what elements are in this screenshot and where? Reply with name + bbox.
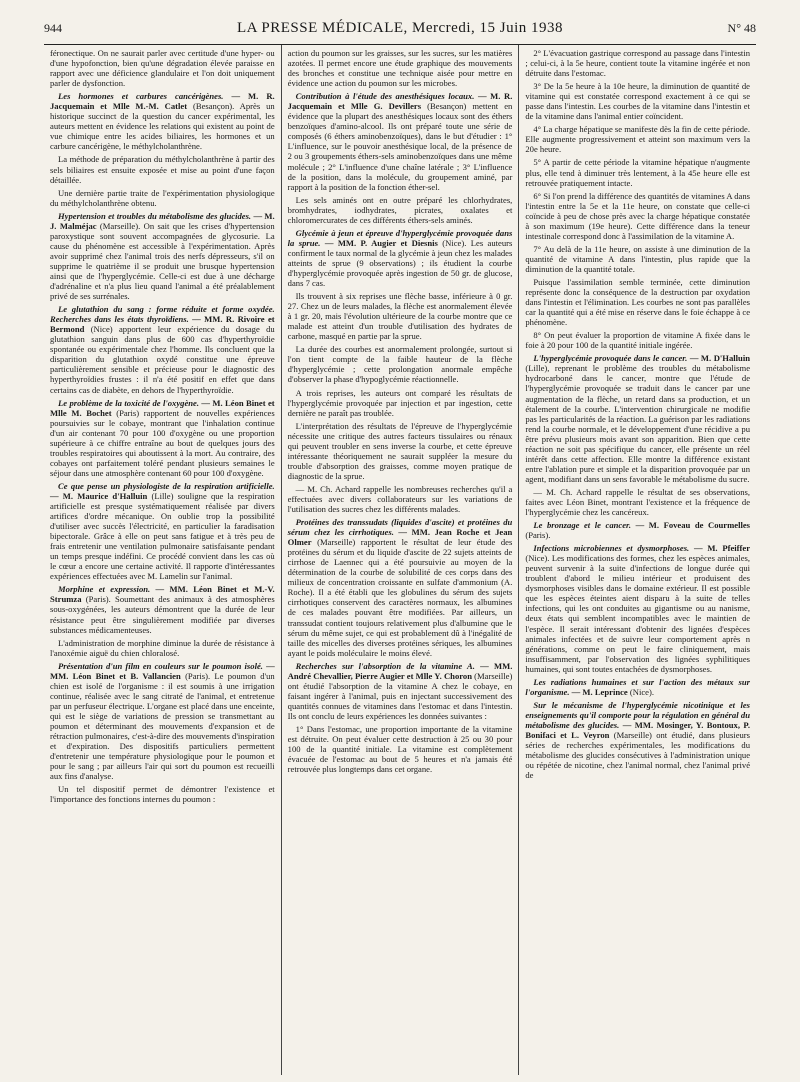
- article-authors: — MM. Léon Binet et M.-V. Strumza: [50, 584, 275, 605]
- article-paragraph: [525, 700, 750, 780]
- paragraph-body: Puisque l'assimilation semble terminée, cette diminution représente donc la conséquence de la destruction par oxydation dans l'intestin et l'élimination. Les courbes ne sont pas parallèles car la quantité qui a été mise en réserve dans le foie échappe à ce phénomène.: [525, 276, 751, 328]
- article-authors: — M. Leprince: [569, 686, 628, 697]
- paragraph-body: — M. Ch. Achard rappelle le résultat de ses observations, faites avec Léon Binet, montrant l'existence et la fréquence de l'hyperglycémie chez les cancéreux.: [525, 486, 751, 518]
- text-paragraph: [288, 388, 513, 418]
- article-paragraph: [525, 677, 750, 697]
- article-title: Recherches sur l'absorption de la vitamine A.: [295, 660, 475, 671]
- article-paragraph: [50, 211, 275, 301]
- paragraph-body: La durée des courbes est anormalement prolongée, surtout si l'on tient compte de la faible hauteur de la flèche d'hyperglycémie ; cette prolongation anormale empêche d'observer la phase d'hypoglycémie réactionnelle.: [287, 344, 513, 385]
- text-paragraph: [525, 487, 750, 517]
- paragraph-body: (Paris). Soumettant des animaux à des atmosphères sous-oxygénées, les auteurs démontrent que la durée de leur résistance peut être singulièrement modifiée par diverses substances médicamenteuses.: [50, 594, 275, 635]
- text-paragraph: [50, 638, 275, 658]
- text-paragraph: [288, 344, 513, 384]
- paragraph-body: 5° A partir de cette période la vitamine hépatique n'augmente plus, elle tend à diminuer très lentement, à la 45e heure elle est retrouvée pratiquement intacte.: [525, 157, 751, 188]
- paragraph-body: Ils trouvent à six reprises une flèche basse, inférieure à 0 gr. 27. Chez un de leurs malades, la flèche est anormalement élevée à 1 gr. 20, mais l'évolution ultérieure de la courbe montre que ce malade est atteint d'un trouble d'utilisation des hydrates de carbone, masqué en partie par la sprue.: [287, 291, 513, 342]
- article-authors: — M. D'Halluin: [687, 353, 750, 364]
- text-paragraph: [288, 195, 513, 225]
- paragraph-body: (Marseille) ont étudié l'absorption de la vitamine A chez le cobaye, en faisant ingérer à l'animal, puis en injectant successivement des quantités connues de vitamines dans l'estomac et dans l'intestin. Ils ont conclu de leurs expériences les données suivantes :: [287, 670, 513, 721]
- paragraph-body: 4° La charge hépatique se manifeste dès la fin de cette période. Elle augmente progressivement et atteint son maximum vers la 20e heure.: [525, 124, 751, 155]
- article-title: L'hyperglycémie provoquée dans le cancer.: [533, 353, 688, 364]
- article-authors: — MM. Léon Binet et B. Vallancien: [50, 660, 275, 681]
- paragraph-body: (Paris). Le poumon d'un chien est isolé de l'organisme : il est soumis à une irrigation continue, réalisée avec le sang citraté de l'animal, et entretenue par un perfuseur électrique. L'organe est placé dans une enceinte, qui est le siège de variations de pression se transmettant au poumon et déterminant des mouvements d'expansion et de rétraction pulmonaires, c'est-à-dire des mouvements d'inspiration et d'expiration. Des dispositifs particuliers permettent d'entretenir une température physiologique pour le poumon et pour le sang ; par ailleurs l'air qui sort du poumon est recueilli aux fins d'analyse.: [50, 670, 275, 782]
- paragraph-body: (Paris).: [525, 530, 551, 541]
- paragraph-body: (Marseille) rapportent le résultat de leur étude des protéines du sérum et du liquide d'ascite de 22 sujets atteints de cirrhose de Laennec qui a été poursuivie au moyen de la détermination de la courbe de solubilité de ces corps dans des milieux de concentration croissante en sulfate d'ammonium (A. Roche). Il a été établi que les globulines du sérum des sujets cirrhotiques conservent des caractères normaux, les albumines de ces malades pouvant être modifiées. Par ailleurs, un transsudat contient toujours relativement plus d'albumine que le sérum du même sujet, ce qui est probablement dû à l'inégalité de taille des micelles des diverses protéines sériques, les albumines ayant le poids moléculaire le moins élevé.: [287, 537, 513, 658]
- article-title: Infections microbiennes et dysmorphoses.: [533, 543, 690, 554]
- text-paragraph: [525, 81, 750, 121]
- article-authors: — M. R. Jacquemain et Mlle M.-M. Catlet: [50, 91, 275, 112]
- paragraph-body: (Lille) souligne que la respiration artificielle est presque systématiquement réalisée par divers artifices d'ordre mécanique. On oublie trop la possibilité d'utiliser avec succès l'électricité, en particulier la faradisation bipectorale. Grâce à elle on peut sans fatigue et à très peu de frais entretenir une ventilation pulmonaire satisfaisante pendant un temps presque indéfini. Ce procédé convient dans les cas où le cœur a encore une certaine activité. Il rapporte d'intéressantes expériences effectuées avec M. Lamelin sur l'animal.: [50, 490, 275, 582]
- paragraph-body: (Paris) rapportent de nouvelles expériences poursuivies sur le cobaye, montrant que l'inhalation continue d'un air contenant 70 pour 100 d'oxygène ou une proportion supérieure à ce chiffre entraîne au bout de quelques jours des troubles respiratoires qui aboutissent à la mort. Au contraire, des cobayes ont parfaitement toléré pendant plusieurs semaines le séjour dans une atmosphère contenant 60 pour 100 d'oxygène.: [50, 407, 275, 478]
- paragraph-body: féronectique. On ne saurait parler avec certitude d'une hyper- ou d'une hypofonction, bien qu'une dégradation élevée paraisse en rapport avec une déficience glandulaire et l'on doit uniquement parler de dysfonction.: [50, 48, 275, 89]
- issue-number: N° 48: [727, 21, 756, 35]
- article-paragraph: [288, 91, 513, 191]
- paragraph-body: A trois reprises, les auteurs ont comparé les résultats de l'hyperglycémie provoquée par injection et par ingestion, cette dernière ne paraît pas troublée.: [287, 387, 513, 418]
- text-paragraph: [50, 188, 275, 208]
- article-authors: — MM. Jean Roche et Jean Olmer: [287, 527, 513, 548]
- paragraph-body: L'interprétation des résultats de l'épreuve de l'hyperglycémie nécessite une critique des autres facteurs tissulaires ou rénaux qui peuvent troubler en sens inverse la courbe, et cette épreuve intéressante théoriquement ne saurait suppléer la mesure du trouble d'absorption des graisses, comme moyen pratique de diagnostic de la sprue.: [287, 420, 513, 481]
- text-paragraph: [288, 48, 513, 88]
- text-paragraph: [288, 484, 513, 514]
- paragraph-body: La méthode de préparation du méthylcholanthrène à partir des sels biliaires est ensuite exposée et mise au point d'une façon détaillée.: [50, 154, 275, 185]
- article-authors: — M. Maurice d'Halluin: [50, 490, 148, 501]
- paragraph-body: (Nice) apportent leur expérience du dosage du glutathion sanguin dans plus de 600 cas d'hyperthyroïdie spontanée ou expérimentale chez l'homme. Ils concluent que la disparition du glutathion oxydé constitue une épreuve particulièrement sensible et précieuse pour le diagnostic des hyperthyroïdies frustes : il n'a été positif en effet que dans certains cas de diabète, en dehors de l'hyperthyroïdie.: [50, 324, 275, 395]
- article-authors: — MM. R. Rivoire et Bermond: [50, 314, 275, 335]
- text-paragraph: [50, 784, 275, 804]
- article-authors: — MM. P. Augier et Diesnis: [320, 237, 438, 248]
- article-authors: — M. R. Jacquemain et Mlle G. Devillers: [287, 91, 513, 112]
- article-title: Le problème de la toxicité de l'oxygène.: [58, 397, 200, 408]
- article-title: Les hormones et carbures cancérigènes.: [58, 91, 224, 102]
- article-paragraph: [50, 91, 275, 151]
- text-paragraph: [288, 724, 513, 774]
- paragraph-body: (Nice).: [627, 686, 655, 697]
- article-title: Le bronzage et le cancer.: [533, 520, 632, 531]
- paragraph-body: L'administration de morphine diminue la durée de résistance à l'anoxémie aiguë du chien chloralosé.: [50, 637, 275, 658]
- text-paragraph: [525, 157, 750, 187]
- journal-masthead: LA PRESSE MÉDICALE, Mercredi, 15 Juin 1938: [237, 20, 563, 36]
- article-paragraph: [525, 520, 750, 540]
- article-paragraph: [50, 304, 275, 394]
- article-paragraph: [525, 353, 750, 484]
- article-title: Morphine et expression.: [58, 584, 151, 595]
- text-paragraph: [525, 277, 750, 327]
- article-title: Protéines des transsudats (liquides d'ascite) et protéines du sérum chez les cirrhotiques.: [287, 517, 513, 538]
- column-3: [518, 45, 756, 1075]
- article-paragraph: [288, 661, 513, 721]
- paragraph-body: 6° Si l'on prend la différence des quantités de vitamines A dans l'intestin entre la 5e et la 11e heure, on constate que celle-ci coïncide à peu de chose près avec la charge hépatique constatée à son maximum (19e heure). Cette différence dans la teneur intestinale correspond donc à l'assimilation de la vitamine A.: [525, 190, 751, 241]
- column-1: [44, 45, 281, 1075]
- article-paragraph: [50, 481, 275, 581]
- column-2: [281, 45, 519, 1075]
- article-paragraph: [50, 398, 275, 478]
- text-paragraph: [525, 48, 750, 78]
- article-title: Glycémie à jeun et épreuve d'hyperglycémie provoquée dans la sprue.: [287, 227, 513, 248]
- article-title: Contribution à l'étude des anesthésiques locaux.: [295, 91, 475, 102]
- text-paragraph: [50, 154, 275, 184]
- page-number: 944: [44, 21, 62, 35]
- text-paragraph: [525, 191, 750, 241]
- paragraph-body: Les sels aminés ont en outre préparé les chlorhydrates, bromhydrates, iodhydrates, picrates, oxalates et chloromercurates de ces différents éthers-sels aminés.: [287, 194, 513, 225]
- paragraph-body: (Lille), reprenant le problème des troubles du métabolisme hydrocarboné dans le cancer, montre que l'étude de l'hyperglycémie provoquée se traduit dans le cancer par une augmentation de la flèche, un retard dans sa production, et un étalement de la courbe. L'intervention chirurgicale ne modifie pas les particularités de la réaction. La guérison par les radiations rend la courbe normale, et le développement d'une récidive a pu être prévu plusieurs mois avant son apparition. Bien que cette réaction ne soit pas spécifique du cancer, elle présente un réel intérêt dans cette affection. Elle montre la différence existant entre l'ablation pure et simple et la disparition provoquée par un agent, modifiant dans un sens favorable le métabolisme du sucre.: [525, 363, 751, 484]
- article-authors: — M. J. Malméjac: [50, 210, 275, 231]
- article-title: Ce que pense un physiologiste de la respiration artificielle.: [58, 480, 275, 491]
- article-paragraph: [288, 228, 513, 288]
- article-authors: — MM. André Chevallier, Pierre Augier et Mlle Y. Choron: [287, 660, 513, 681]
- article-title: Hypertension et troubles du métabolisme des glucides.: [58, 210, 252, 221]
- article-title: Présentation d'un film en couleurs sur le poumon isolé.: [58, 660, 263, 671]
- page-header: [44, 20, 756, 40]
- paragraph-body: (Besançon) mettent en évidence que la plupart des anesthésiques locaux sont des éthers benzoïques d'amino-alcool. Ils ont préparé toute une série de composés (6 éthers aminobenzoïques), dans le but d'étudier : 1° L'influence, sur le pouvoir anesthésique local, de la présence de 2 ou 3 groupements éthers-sels aminobenzoïques dans une même molécule ; 2° L'influence d'une chaîne latérale ; 3° L'influence de la position, dans la molécule, du groupement aminé, par rapport à la position de la fonction éther-sel.: [287, 101, 513, 192]
- paragraph-body: 8° On peut évaluer la proportion de vitamine A fixée dans le foie à 20 pour 100 de la quantité initiale ingérée.: [525, 330, 751, 351]
- text-columns: [44, 45, 756, 1075]
- paragraph-body: action du poumon sur les graisses, sur les sucres, sur les matières azotées. Il permet encore une étude graphique des mouvements des bronches et constitue une technique aisée pour mettre en évidence une action du poumon sur les microbes.: [287, 48, 513, 89]
- text-paragraph: [288, 291, 513, 341]
- paragraph-body: 1° Dans l'estomac, une proportion importante de la vitamine est détruite. On peut évaluer cette destruction à 25 ou 30 pour 100 de la quantité initiale. La vitamine est complètement évacuée de l'estomac au bout de 5 heures et n'a jamais été retrouvée plus longtemps dans cet organe.: [287, 724, 513, 775]
- article-title: Les radiations humaines et sur l'action des métaux sur l'organisme.: [525, 676, 751, 697]
- paragraph-body: (Marseille). On sait que les crises d'hypertension paroxystique sont souvent accompagnées de glycosurie. La cause du phénomène est accessible à l'expérimentation. Après avoir supprimé chez l'animal trois des nerfs dépresseurs, s'il on supprime le quatrième il se produit une brusque hypertension ainsi que de l'hyperglycémie. Celle-ci est due à une décharge d'adrénaline et n'a plus lieu quand l'animal a été préalablement privé de ses surrénales.: [50, 220, 275, 302]
- paragraph-body: (Besançon). Après un historique succinct de la question du cancer expérimental, les auteurs mettent en évidence les relations qui existent au point de vue chimique entre les acides biliaires, les hormones et un carbure cancérigène, le méthylcholanthrène.: [50, 101, 275, 152]
- article-title: Le glutathion du sang : forme réduite et forme oxydée. Recherches dans les états thyroïdiens.: [50, 304, 275, 325]
- article-authors: — M. Léon Binet et Mlle M. Bochet: [50, 397, 275, 418]
- article-paragraph: [50, 584, 275, 634]
- text-paragraph: [50, 48, 275, 88]
- text-paragraph: [525, 124, 750, 154]
- text-paragraph: [525, 330, 750, 350]
- paragraph-body: 3° De la 5e heure à la 10e heure, la diminution de quantité de vitamine qui est constatée correspond exactement à ce qui se passe dans l'intestin. Les courbes de la vitamine dans l'intestin et de la vitamine dans l'animal entier coïncident.: [525, 81, 751, 122]
- paragraph-body: (Nice). Les auteurs confirment le taux normal de la glycémie à jeun chez les malades atteints de sprue (9 observations) ; ils étudient la courbe d'hyperglycémie provoquée après ingestion de 50 gr. de glucose, dans 7 cas.: [287, 237, 513, 289]
- text-paragraph: [525, 244, 750, 274]
- text-paragraph: [288, 421, 513, 481]
- article-paragraph: [525, 543, 750, 674]
- paragraph-body: 7° Au delà de la 11e heure, on assiste à une diminution de la quantité de vitamine A dans l'intestin, plus rapide que la diminution de la quantité totale.: [525, 243, 751, 274]
- article-authors: — MM. Mosinger, Y. Bontoux, P. Bonifaci et L. Veyron: [525, 719, 751, 740]
- paragraph-body: 2° L'évacuation gastrique correspond au passage dans l'intestin ; celui-ci, à la 5e heure, contient toute la vitamine ingérée et non détruite dans l'estomac.: [525, 48, 751, 79]
- article-authors: — M. Foveau de Courmelles: [631, 520, 751, 531]
- paragraph-body: (Nice). Les modifications des formes, chez les espèces animales, peuvent survenir à la suite d'infections de longue durée qui troublent d'abord le milieu intérieur et produisent des dysmorphoses visibles dans le domaine extérieur. Il est possible que les espèces éteintes aient disparu à la suite de telles infections, qui les ont conduites au gigantisme ou au nanisme, deux états qui semblent incompatibles avec le maintien de l'espèce. Il serait intéressant d'obtenir des lignées d'espèces animales infectées et de suivre leur comportement après n générations, comme on peut le faire cliniquement, mais insuffisamment, par l'observation des lignées syphilitiques humaines, qui sont toutes entachées de dysmorphoses.: [525, 553, 751, 674]
- article-authors: — M. Pfeiffer: [689, 543, 751, 554]
- article-paragraph: [50, 661, 275, 782]
- paragraph-body: — M. Ch. Achard rappelle les nombreuses recherches qu'il a effectuées avec divers collaborateurs sur les variations de l'utilisation des sucres chez les différents malades.: [287, 483, 513, 515]
- paragraph-body: Une dernière partie traite de l'expérimentation physiologique du méthylcholanthrène obtenu.: [50, 187, 275, 208]
- article-paragraph: [288, 517, 513, 658]
- paragraph-body: (Marseille) ont étudié, dans plusieurs séries de recherches expérimentales, les modifications du métabolisme des glucides consécutives à l'administration unique ou répétée de nicotine, chez l'animal normal, chez l'animal privé de: [525, 730, 751, 781]
- article-title: Sur le mécanisme de l'hyperglycémie nicotinique et les enseignements qu'il comporte pour la régulation en général du métabolisme des glucides.: [525, 699, 751, 730]
- paragraph-body: Un tel dispositif permet de démontrer l'existence et l'importance des fonctions internes du poumon :: [50, 784, 275, 805]
